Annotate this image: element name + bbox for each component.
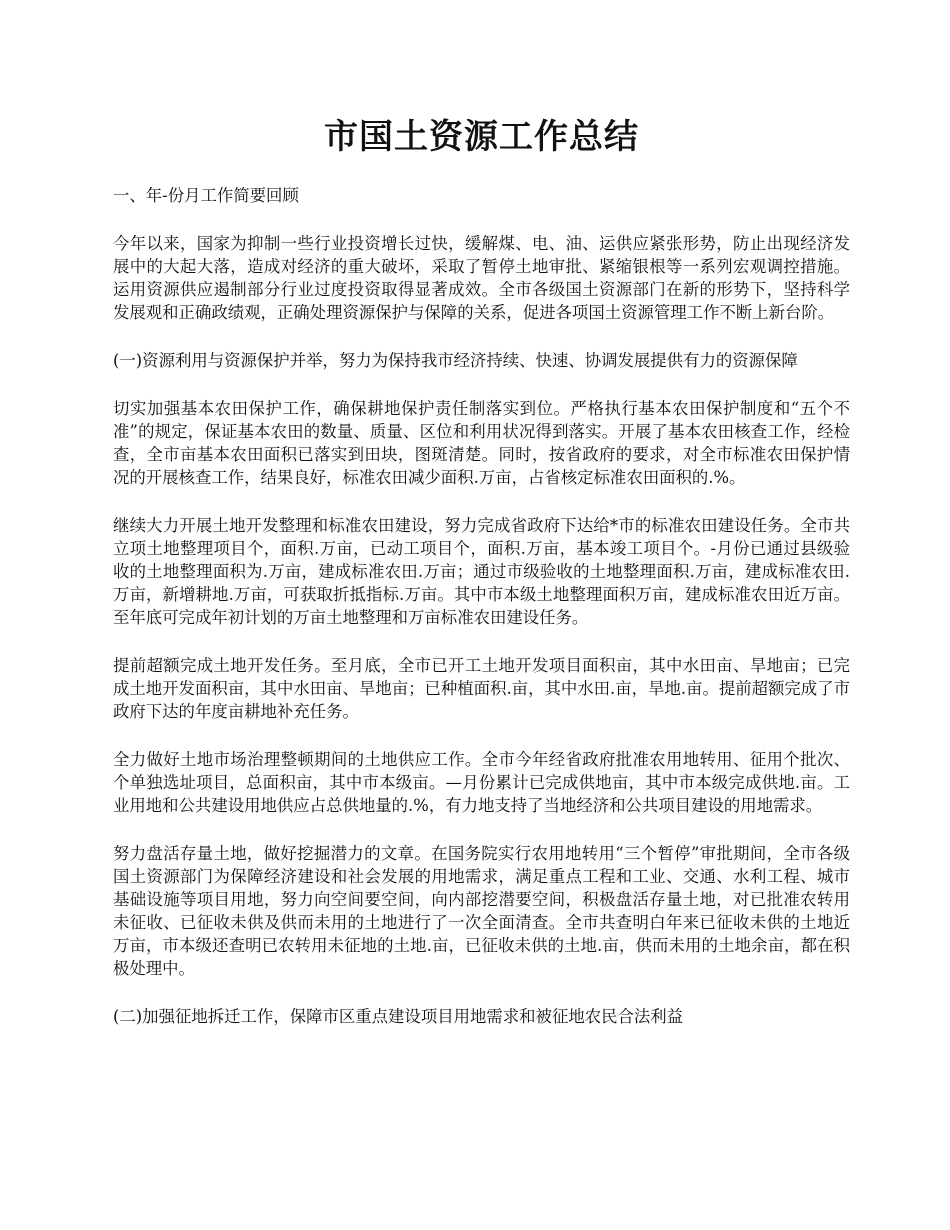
paragraph-farmland-protection: 切实加强基本农田保护工作，确保耕地保护责任制落实到位。严格执行基本农田保护制度和“五个不准”的规定，保证基本农田的数量、质量、区位和利用状况得到落实。开展了基本农田核查工作，经检查，全市亩基本农田面积已落实到田块，图斑清楚。同时，按省政府的要求，对全市标准农田保护情况的开展核查工作，结果良好，标准农田减少面积.万亩，占省核定标准农田面积的.%。 — [113, 399, 850, 487]
document-page — [113, 0, 850, 1028]
paragraph-land-consolidation: 继续大力开展土地开发整理和标准农田建设，努力完成省政府下达给*市的标准农田建设任务。全市共立项土地整理项目个，面积.万亩，已动工项目个，面积.万亩，基本竣工项目个。-月份已通过县级验收的土地整理面积为.万亩，建成标准农田.万亩；通过市级验收的土地整理面积.万亩，建成标准农田.万亩，新增耕地.万亩，可获取折抵指标.万亩。其中市本级土地整理面积万亩，建成标准农田近万亩。至年底可完成年初计划的万亩土地整理和万亩标准农田建设任务。 — [113, 516, 850, 627]
subsection-heading-2: (二)加强征地拆迁工作，保障市区重点建设项目用地需求和被征地农民合法利益 — [113, 1007, 684, 1026]
subsection-heading-1: (一)资源利用与资源保护并举，努力为保持我市经济持续、快速、协调发展提供有力的资源保障 — [113, 351, 798, 370]
paragraph-land-development: 提前超额完成土地开发任务。至月底，全市已开工土地开发项目面积亩，其中水田亩、旱地亩；已完成土地开发面积亩，其中水田亩、旱地亩；已种植面积.亩，其中水田.亩，旱地.亩。提前超额完成了市政府下达的年度亩耕地补充任务。 — [113, 656, 850, 721]
section-heading: 一、年-份月工作简要回顾 — [113, 186, 299, 205]
paragraph-intro: 今年以来，国家为抑制一些行业投资增长过快，缓解煤、电、油、运供应紧张形势，防止出现经济发展中的大起大落，造成对经济的重大破坏，采取了暂停土地审批、紧缩银根等一系列宏观调控措施。运用资源供应遏制部分行业过度投资取得显著成效。全市各级国土资源部门在新的形势下，坚持科学发展观和正确政绩观，正确处理资源保护与保障的关系，促进各项国土资源管理工作不断上新台阶。 — [113, 234, 850, 322]
paragraph-idle-land: 努力盘活存量土地，做好挖掘潜力的文章。在国务院实行农用地转用“三个暂停”审批期间，全市各级国土资源部门为保障经济建设和社会发展的用地需求，满足重点工程和工业、交通、水利工程、城市基础设施等项目用地，努力向空间要空间，向内部挖潜要空间，积极盘活存量土地，对已批准农转用未征收、已征收未供及供而未用的土地进行了一次全面清查。全市共查明白年来已征收未供的土地近万亩，市本级还查明已农转用未征地的土地.亩，已征收未供的土地.亩，供而未用的土地余亩，都在积极处理中。 — [113, 844, 850, 978]
paragraph-land-supply: 全力做好土地市场治理整顿期间的土地供应工作。全市今年经省政府批准农用地转用、征用个批次、个单独选址项目，总面积亩，其中市本级亩。—月份累计已完成供地亩，其中市本级完成供地.亩。工业用地和公共建设用地供应占总供地量的.%，有力地支持了当地经济和公共项目建设的用地需求。 — [113, 750, 850, 815]
page-title: 市国土资源工作总结 — [324, 117, 639, 157]
